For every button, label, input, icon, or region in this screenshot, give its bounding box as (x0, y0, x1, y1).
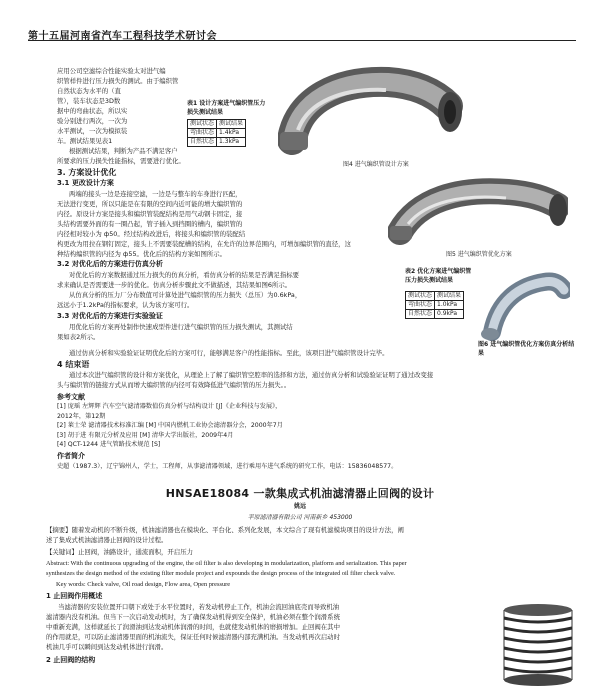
article-2-title: HNSAE18084 一款集成式机油滤清器止回阀的设计 (165, 487, 435, 500)
text-line: 求来确认是否需要进一步的优化。仿真分析步骤此文不做描述，其结果如图6所示。 (57, 281, 292, 289)
keywords-cn: 【关键词】止回阀，油路设计，通流面积，开启压力 (46, 548, 193, 556)
keywords-en: Key words: Check valve, Oil road design, Flow area, Open pressure (56, 581, 231, 588)
text-line: 水平测试，一次为模拟装 (57, 127, 128, 135)
references-heading: 参考文献 (57, 393, 85, 401)
table-row (188, 120, 246, 129)
text-line: 所要求的压力损失性能指标，需要进行优化。 (57, 157, 185, 165)
table-row (406, 292, 464, 301)
text-line: 述了集成式机油滤清器止回阀的设计过程。 (46, 536, 168, 544)
text-line: 用优化后的方案再处制作快速成型件进行进气编织管的压力损失测试，其测试结 (69, 323, 293, 331)
section-3-heading: 3. 方案设计优化 (57, 168, 117, 177)
text-line: 内径。原设计方案是接头和编织管装配结构是用气动钢卡固定，接 (57, 210, 243, 218)
figure-6-caption: 图6 进气编织管优化方案仿真分析结果 (478, 341, 575, 357)
table-1 (187, 119, 246, 147)
text-line: 织管样件进行压力损失的测试。由于编织管 (57, 77, 179, 85)
section-3-3-heading: 3.3 对优化后的方案进行实验验证 (57, 312, 163, 320)
table-cell: 测试状态 (406, 292, 435, 301)
section-4-heading: 4 结束语 (57, 360, 90, 369)
text-line: 种结构编织管的内径为 ф55。优化后的结构方案如图所示。 (57, 250, 227, 258)
text-line: 滤清器内没有机油。但当下一次启动发动机时，为了确保发动机得到安全保护，机油必须在整个润滑系统 (46, 613, 340, 621)
table-row (406, 310, 464, 319)
table-row (188, 138, 246, 147)
figure-5-hose-image (388, 170, 568, 250)
table-cell: 1.3kPa (217, 138, 246, 147)
header-rule (28, 40, 576, 41)
author-bio-heading: 作者简介 (57, 452, 85, 460)
reference-item: [1] 庞瑶 左辉辉 汽车空气滤清器数值仿真分析与结构设计 [J]《企业科技与发展》， (57, 403, 282, 410)
text-line: 车。测试结果见表1 (57, 137, 113, 145)
text-line: 根据测试结果，判断为产品不满足客户 (69, 147, 178, 155)
references-list (57, 402, 577, 450)
text-line: 无法进行变更，所以只能是在有限的空间内近可能的增大编织管的 (57, 200, 243, 208)
section-3-1-heading: 3.1 更改设计方案 (57, 179, 114, 187)
text-line: Abstract: With the continuous upgrading of the engine, the oil filter is also developing in modularization, platform and serialization. This paper (46, 560, 407, 567)
text-line: 内径相对较小为 ф50。经过结构改进后，将接头和编织管的装配结 (57, 230, 246, 238)
conclusion-line: 通过仿真分析和实验验证证明优化后的方案可行，能够满足客户的性能指标。至此，该项目进气编织管设计完毕。 (69, 349, 389, 357)
text-line: 据中的弯曲状态，所以实 (57, 107, 128, 115)
reference-item: [3] 胡于进 有限元分析及应用 [M] 清华大学出版社，2009年4月 (57, 431, 234, 439)
text-line: 机油几乎可以瞬间到达发动机体进行润滑。 (46, 643, 168, 651)
reference-item: [4] QCT-1244 进气管路技术规范 [S] (57, 441, 161, 448)
table-cell: 0.9kPa (435, 310, 464, 319)
text-line: 头结构需要外面的有一圈凸起，管子插入到挡圈的槽内，编织管的 (57, 220, 243, 228)
figure-4-hose-image (278, 60, 466, 160)
table-cell: 弯曲状态 (188, 129, 217, 138)
text-line: synthesizes the design method of the existing filter module project and expounds the design process of the integrated oil filter check valve. (46, 570, 396, 577)
article-2-affiliation: 平原滤清器有限公司 河南新乡 453000 (247, 514, 353, 521)
article-2-author: 姚远 (293, 503, 306, 510)
table-2 (405, 291, 464, 319)
text-line: 头与编织管的链接方式从而增大编织管的内径可有效降低进气编织管的压力损失。。 (57, 381, 291, 389)
abstract-cn (46, 525, 580, 545)
table-cell: 自然状态 (188, 138, 217, 147)
check-valve-bellows-image (490, 600, 586, 690)
table-cell: 1.0kPa (435, 301, 464, 310)
running-header: 第十五届河南省汽车工程科技学术研讨会 (28, 31, 217, 42)
abstract-en (46, 559, 580, 579)
table-cell: 自然状态 (406, 310, 435, 319)
text-line: 果如表2所示。 (57, 333, 100, 341)
article-2-section-1-heading: 1 止回阀作用概述 (46, 592, 103, 600)
table-row (406, 301, 464, 310)
table-1-caption: 表1 设计方案进气编织管压力损失测试结果 (187, 100, 266, 116)
table-2-caption: 表2 优化方案进气编织管压力损失测试结果 (405, 268, 472, 284)
text-line: 中重新充满，这样就延长了润滑油到达发动机体润滑的时间，也就使发动机体的磨损增加。止回阀在其中 (46, 623, 340, 631)
text-line: 两端的接头一边是连接空滤，一边是与整车的车身进行匹配， (69, 190, 242, 198)
author-bio-text: 史超（1987.3），辽宁锦州人，学士，工程师，从事滤清器领域，进行乘用车进气系统的研究工作，电话：15836048577。 (57, 463, 398, 470)
text-line: 对优化后的方案数据通过压力损失的仿真分析，看仿真分析的结果是否满足指标要 (69, 271, 300, 279)
table-1-block (187, 100, 267, 147)
figure-6-simulation-image (478, 262, 570, 344)
text-line: 从仿真分析的压力厂分布数值可计算处进气编织管的压力损失（总压）为0.6kPa， (69, 291, 302, 299)
text-line: 自然状态为水平的（直 (57, 87, 121, 95)
article-2-section-1-paragraph (46, 602, 486, 652)
table-cell: 测试状态 (188, 120, 217, 129)
text-line: 应用公司空滤综合性能实验太对进气编 (57, 67, 166, 75)
table-2-block (405, 268, 475, 319)
text-line: 验分别进行两次，一次为 (57, 117, 128, 125)
figure-4-caption: 图4 进气编织管设计方案 (343, 161, 409, 168)
reference-item: 2012年，第12期 (57, 412, 106, 420)
reference-item: [2] 莱士荣 滤清器技术标准汇编 [M] 中国内燃机工业协会滤清器分会，2000年7月 (57, 422, 283, 429)
table-cell: 测试结果 (435, 292, 464, 301)
text-line: 当滤清器的安装位置开口朝下或处于水平位置时，若发动机停止工作，机油会流回油底壳而导致机油 (58, 603, 340, 611)
table-cell: 弯曲状态 (406, 301, 435, 310)
section-3-3-paragraph (57, 322, 407, 342)
figure-5-caption: 图5 进气编织管优化方案 (446, 251, 512, 258)
table-cell: 测试结果 (217, 120, 246, 129)
text-line: 管），装车状态是3D数 (57, 97, 121, 105)
text-line: 的作用就是，可以防止滤清器里面的机油流失，保证任何时候滤清器内部充满机油。当发动机再次启动时 (46, 633, 340, 641)
section-3-2-heading: 3.2 对优化后的方案进行仿真分析 (57, 260, 163, 268)
section-3-2-paragraph (57, 270, 407, 310)
text-line: 通过本次进气编织管的设计和方案优化，从理论上了解了编织管空腔率的选择和方法，通过仿真分析和试验验证证明了通过改变接 (69, 371, 434, 379)
text-line: 【摘要】随着发动机的不断升级，机油滤清器也在模块化、平台化、系列化发展，本文综合了现有机滤模块项目的设计方法，阐 (46, 526, 404, 534)
table-cell: 1.4kPa (217, 129, 246, 138)
section-3-1-paragraph (57, 189, 377, 239)
table-row (188, 129, 246, 138)
text-line: 构更改为用拉在钢钉固定，接头上不需要装配槽的结构，在允许的边界范围内，可增加编织管的直径，这 (57, 240, 351, 248)
text-line: 远远小于1.2kPa的指标要求，认为该方案可行。 (57, 301, 194, 309)
section-4-paragraph (57, 370, 577, 390)
article-2-section-2-heading: 2 止回阀的结构 (46, 656, 96, 664)
